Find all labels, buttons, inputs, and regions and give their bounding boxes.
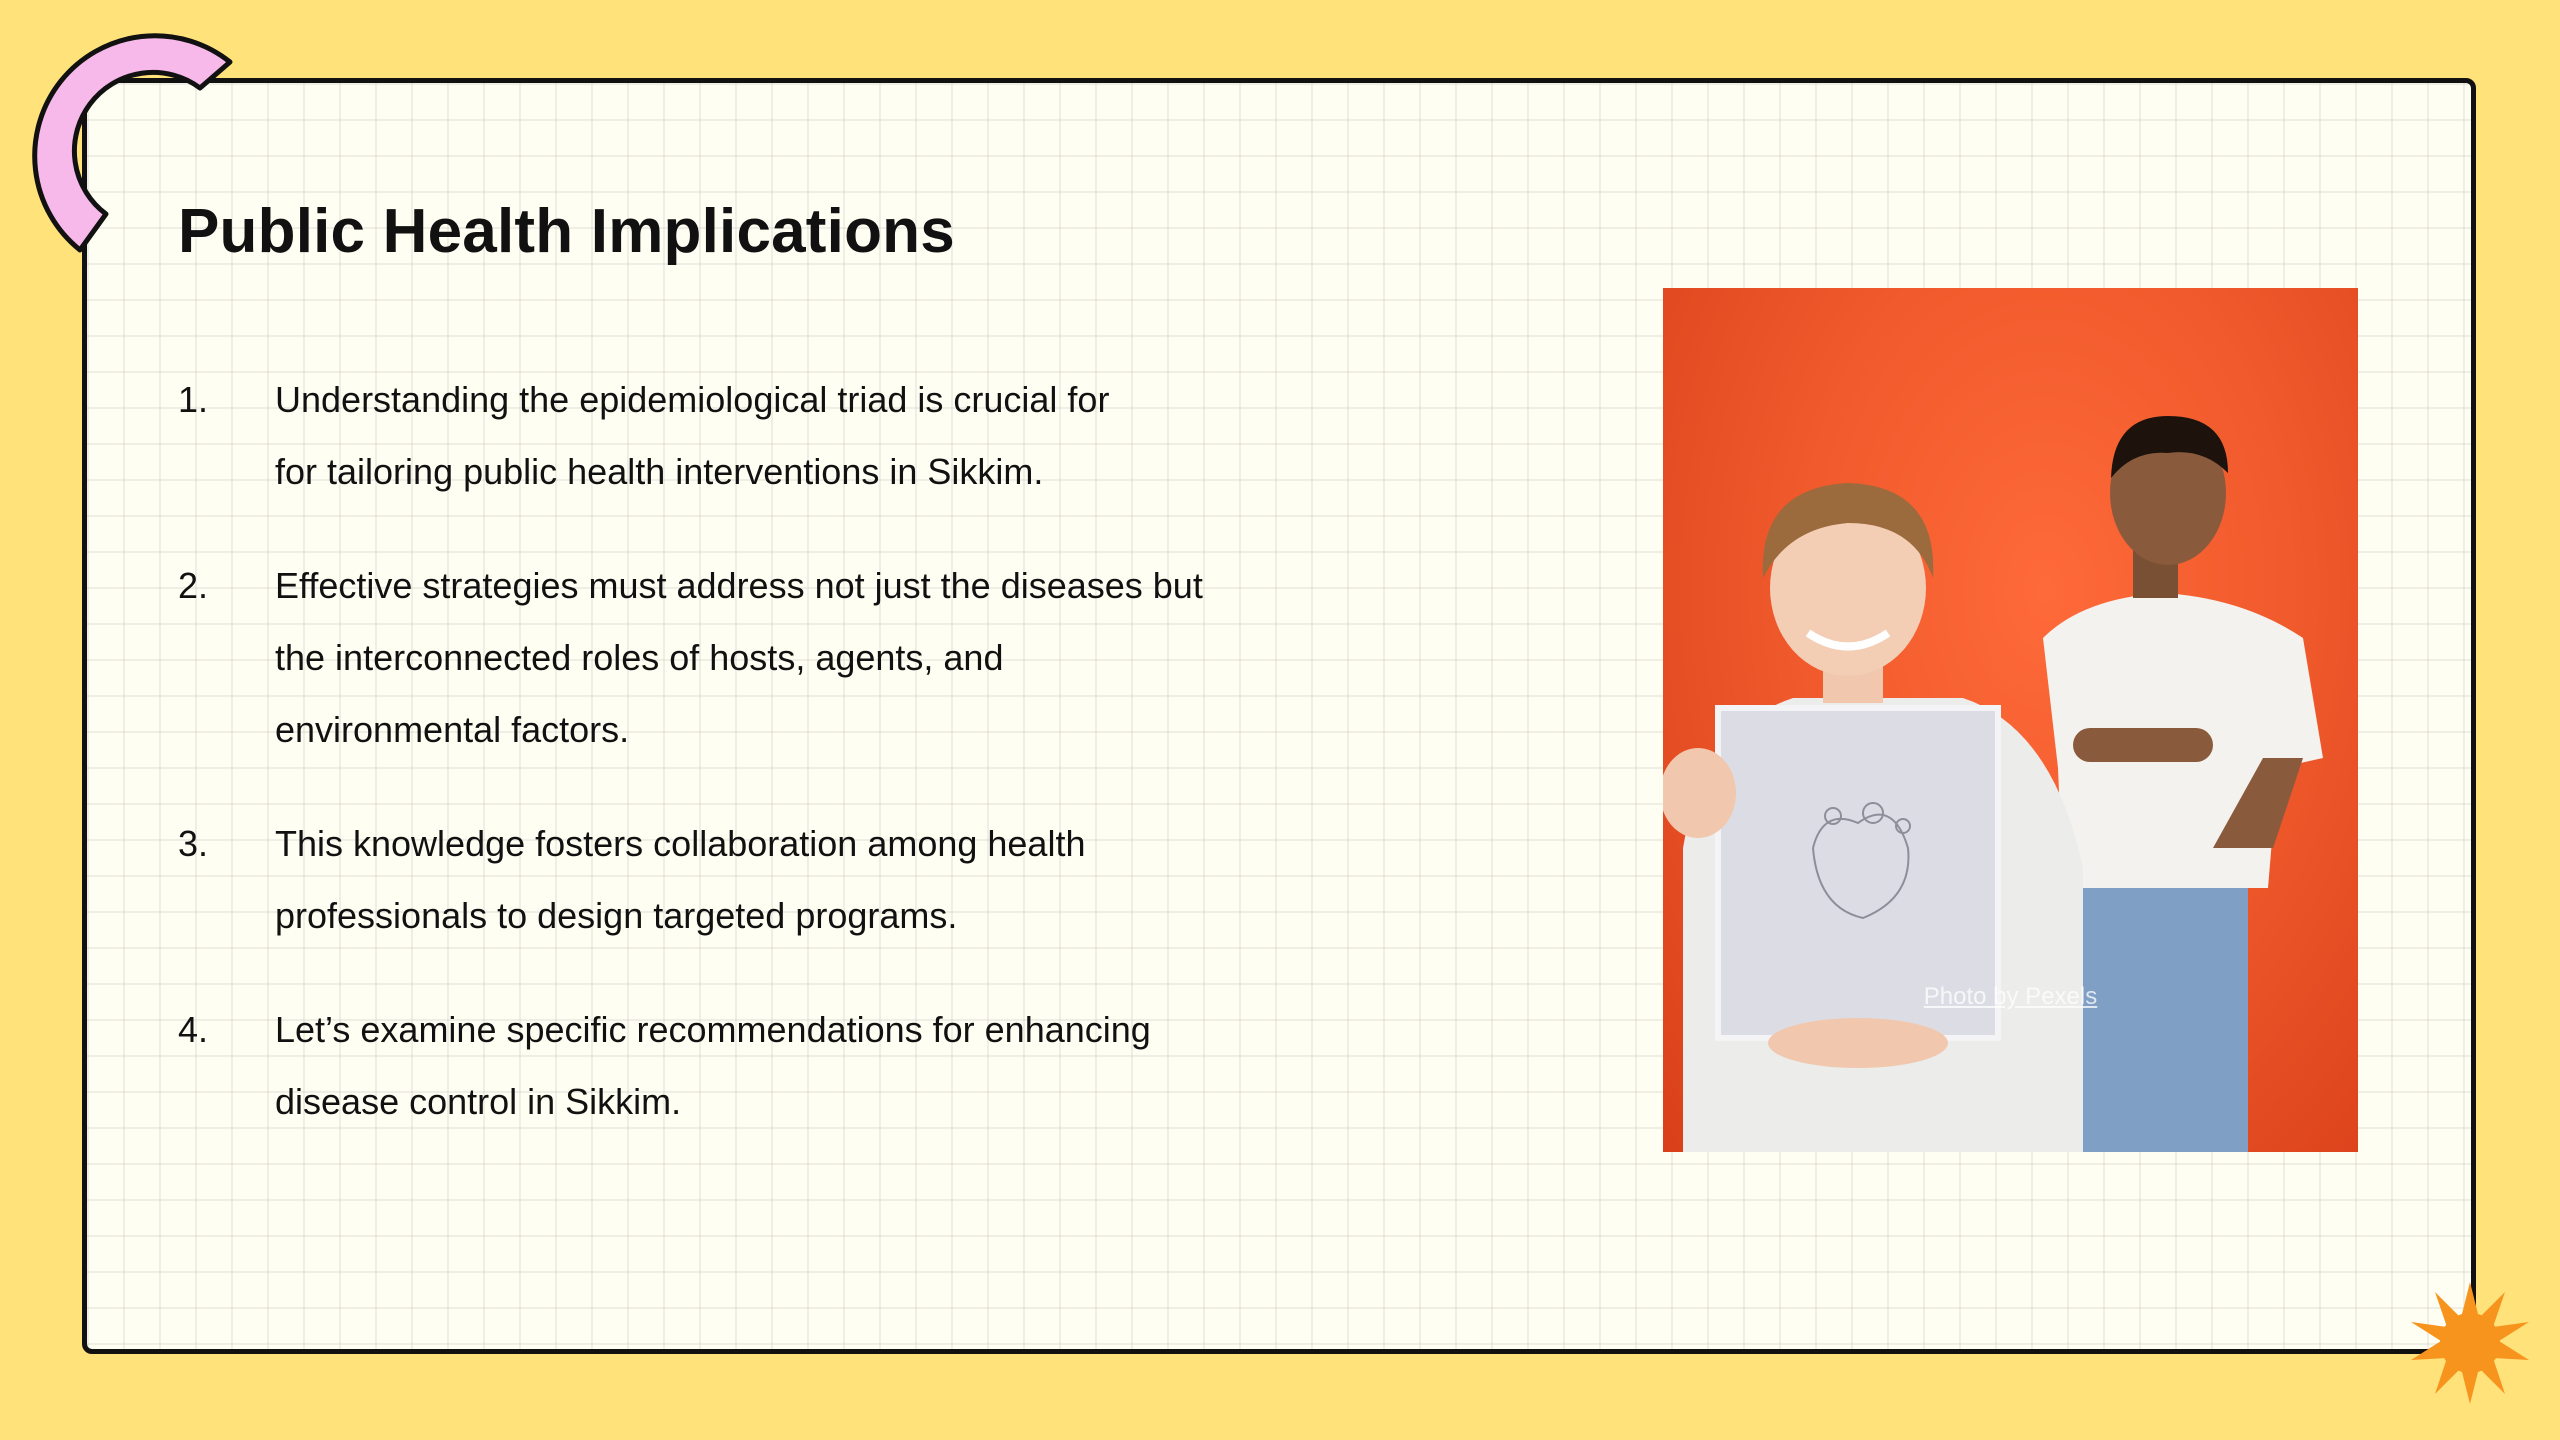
people-illustration	[1663, 288, 2358, 1152]
list-text-line: Let’s examine specific recommendations for enhancing	[275, 1009, 1151, 1050]
list-item	[178, 994, 1338, 1138]
photo-credit-link[interactable]: Photo by Pexels	[1923, 983, 2098, 1010]
list-text-line: Effective strategies must address not just the diseases but	[275, 565, 1203, 606]
slide-title: Public Health Implications	[178, 197, 955, 266]
list-text	[275, 550, 1203, 766]
sun-burst-icon	[2405, 1278, 2535, 1408]
list-text	[275, 994, 1151, 1138]
list-text-line: environmental factors.	[275, 709, 630, 750]
list-text	[275, 808, 1085, 952]
list-text	[275, 364, 1109, 508]
list-number: 4.	[178, 1009, 209, 1050]
list-number: 2.	[178, 565, 209, 606]
list-text-line: disease control in Sikkim.	[275, 1081, 682, 1122]
list-text-line: Understanding the epidemiological triad is crucial for	[275, 379, 1110, 420]
list-item	[178, 550, 1338, 766]
list-text-line: This knowledge fosters collaboration among health	[275, 823, 1086, 864]
list-item	[178, 364, 1338, 508]
man-figure	[2043, 416, 2323, 1152]
list-text-line: for tailoring public health interventions in Sikkim.	[275, 451, 1044, 492]
list-text-line: the interconnected roles of hosts, agents, and	[275, 637, 1004, 678]
implications-list	[178, 364, 1338, 1180]
list-text-line: professionals to design targeted programs.	[275, 895, 958, 936]
list-number: 1.	[178, 379, 209, 420]
list-item	[178, 808, 1338, 952]
list-number: 3.	[178, 823, 209, 864]
woman-figure	[1663, 483, 2083, 1152]
people-photo	[1663, 288, 2358, 1152]
